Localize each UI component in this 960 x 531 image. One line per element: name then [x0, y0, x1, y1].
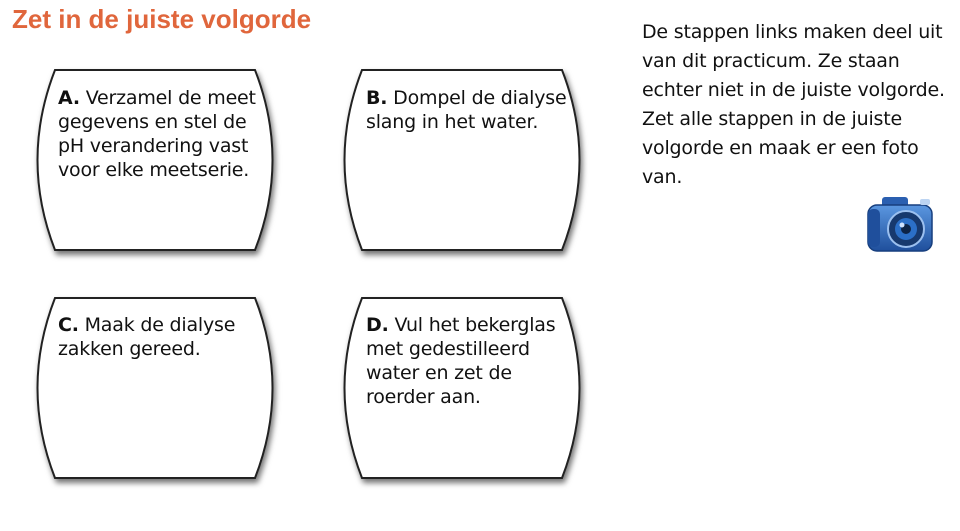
card-c-text [58, 313, 248, 361]
card-b-body: Dompel de dialyse slang in het water. [366, 87, 567, 133]
card-a-letter: A. [58, 87, 80, 109]
card-d-text [366, 313, 566, 409]
card-d-letter: D. [366, 314, 389, 336]
camera-icon [864, 193, 936, 257]
card-a-text [58, 86, 273, 182]
card-b-letter: B. [366, 87, 388, 109]
card-b-text [366, 86, 581, 134]
card-c-body: Maak de dialyse zakken gereed. [58, 314, 236, 360]
card-d-body: Vul het bekerglas met gedestilleerd water en zet de roerder aan. [366, 314, 556, 408]
card-a-body: Verzamel de meet gegevens en stel de pH verandering vast voor elke meetserie. [58, 87, 256, 181]
page-title: Zet in de juiste volgorde [12, 4, 312, 34]
instructions-text: De stappen links maken deel uit van dit practicum. Ze staan echter niet in de juiste volgorde. Zet alle stappen in de juiste volgorde en maak er een foto van. [642, 21, 945, 188]
card-c-letter: C. [58, 314, 79, 336]
